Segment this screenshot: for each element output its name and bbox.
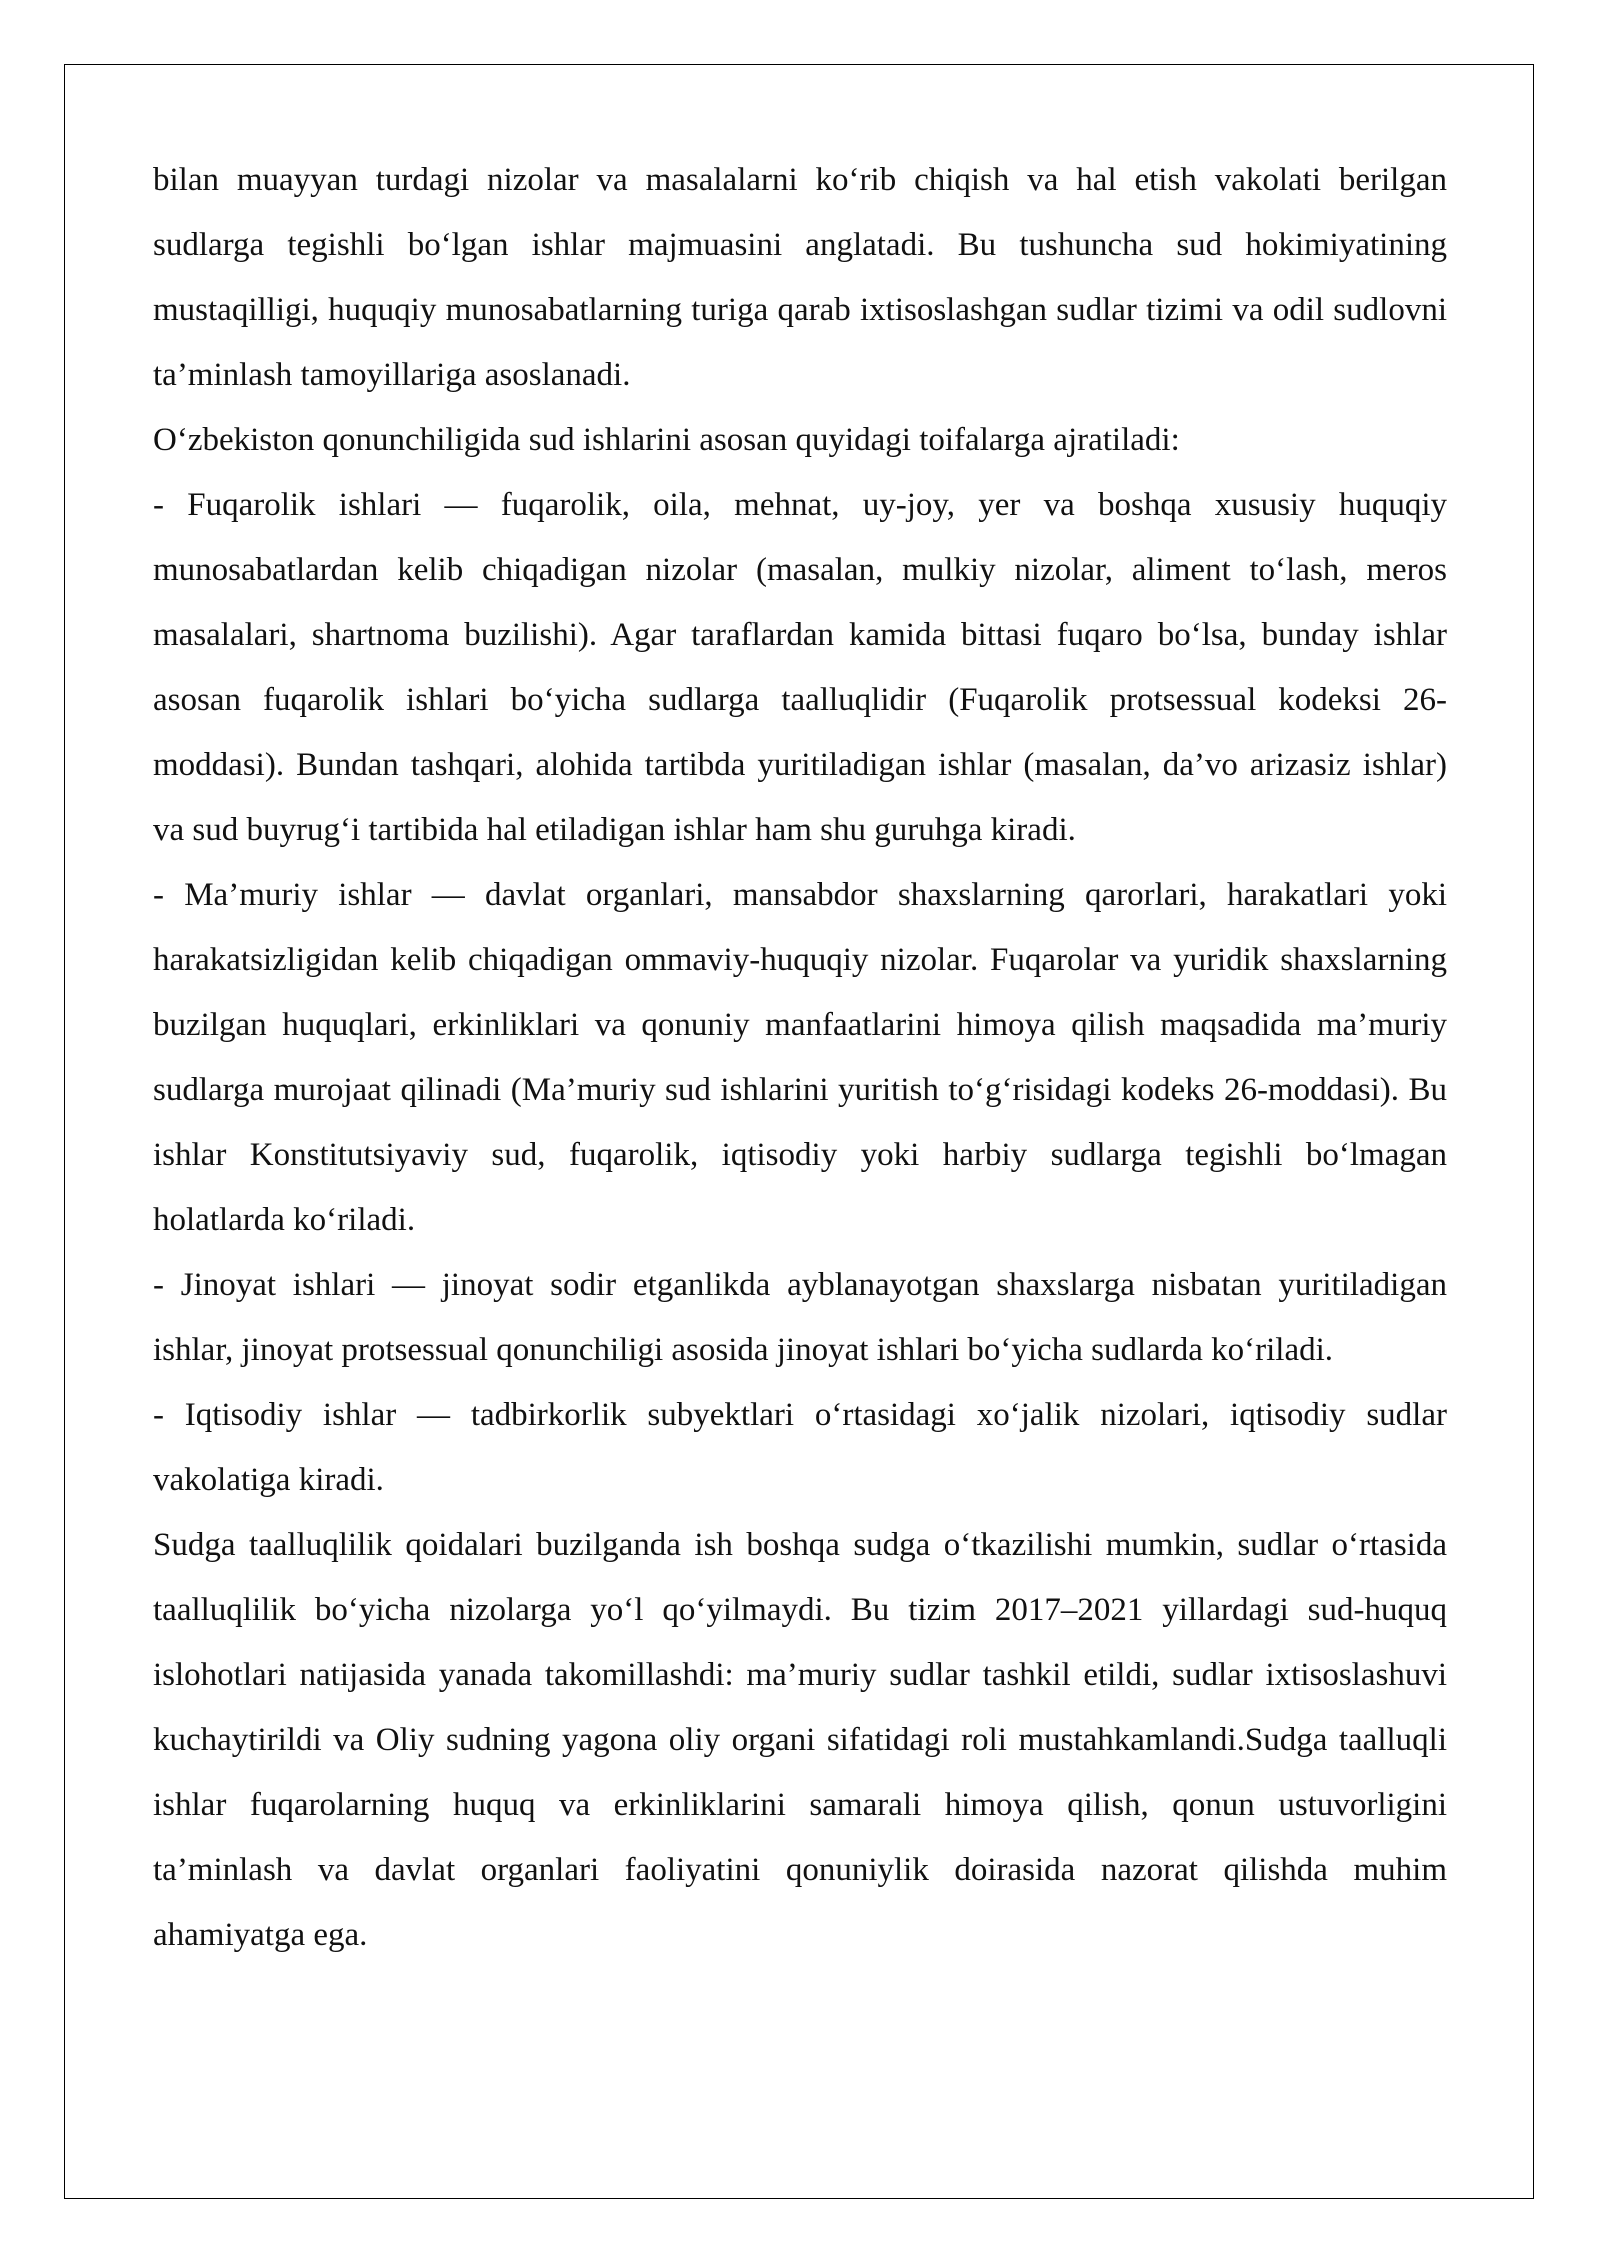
paragraph-criminal-cases: - Jinoyat ishlari — jinoyat sodir etganlikda ayblanayotgan shaxslarga nisbatan yuritiladigan ishlar, jinoyat protsessual qonunchiligi asosida jinoyat ishlari bo‘yicha sudlarda ko‘riladi. [153,1267,1447,1368]
paragraph-intro-continuation: bilan muayyan turdagi nizolar va masalalarni ko‘rib chiqish va hal etish vakolati berilgan sudlarga tegishli bo‘lgan ishlar majmuasini anglatadi. Bu tushuncha sud hokimiyatining mustaqilligi, huquqiy munosabatlarning turiga qarab ixtisoslashgan sudlar tizimi va odil sudlovni ta’minlash tamoyillariga asoslanadi. [153,162,1447,393]
paragraph-civil-cases: - Fuqarolik ishlari — fuqarolik, oila, mehnat, uy-joy, yer va boshqa xususiy huquqiy munosabatlardan kelib chiqadigan nizolar (masalan, mulkiy nizolar, aliment to‘lash, meros masalalari, shartnoma buzilishi). Agar taraflardan kamida bittasi fuqaro bo‘lsa, bunday ishlar asosan fuqarolik ishlari bo‘yicha sudlarga taalluqlidir (Fuqarolik protsessual kodeksi 26-moddasi). Bundan tashqari, alohida tartibda yuritiladigan ishlar (masalan, da’vo arizasiz ishlar) va sud buyrug‘i tartibida hal etiladigan ishlar ham shu guruhga kiradi. [153,487,1447,848]
paragraph-economic-cases: - Iqtisodiy ishlar — tadbirkorlik subyektlari o‘rtasidagi xo‘jalik nizolari, iqtisodiy sudlar vakolatiga kiradi. [153,1397,1447,1498]
paragraph-administrative-cases: - Ma’muriy ishlar — davlat organlari, mansabdor shaxslarning qarorlari, harakatlari yoki harakatsizligidan kelib chiqadigan ommaviy-huquqiy nizolar. Fuqarolar va yuridik shaxslarning buzilgan huquqlari, erkinliklari va qonuniy manfaatlarini himoya qilish maqsadida ma’muriy sudlarga murojaat qilinadi (Ma’muriy sud ishlarini yuritish to‘g‘risidagi kodeks 26-moddasi). Bu ishlar Konstitutsiyaviy sud, fuqarolik, iqtisodiy yoki harbiy sudlarga tegishli bo‘lmagan holatlarda ko‘riladi. [153,877,1447,1238]
document-body [153,148,1447,1968]
paragraph-categories-lead: O‘zbekiston qonunchiligida sud ishlarini asosan quyidagi toifalarga ajratiladi: [153,422,1180,458]
paragraph-conclusion: Sudga taalluqlilik qoidalari buzilganda ish boshqa sudga o‘tkazilishi mumkin, sudlar o‘rtasida taalluqlilik bo‘yicha nizolarga yo‘l qo‘yilmaydi. Bu tizim 2017–2021 yillardagi sud-huquq islohotlari natijasida yanada takomillashdi: ma’muriy sudlar tashkil etildi, sudlar ixtisoslashuvi kuchaytirildi va Oliy sudning yagona oliy organi sifatidagi roli mustahkamlandi.Sudga taalluqli ishlar fuqarolarning huquq va erkinliklarini samarali himoya qilish, qonun ustuvorligini ta’minlash va davlat organlari faoliyatini qonuniylik doirasida nazorat qilishda muhim ahamiyatga ega. [153,1527,1447,1953]
